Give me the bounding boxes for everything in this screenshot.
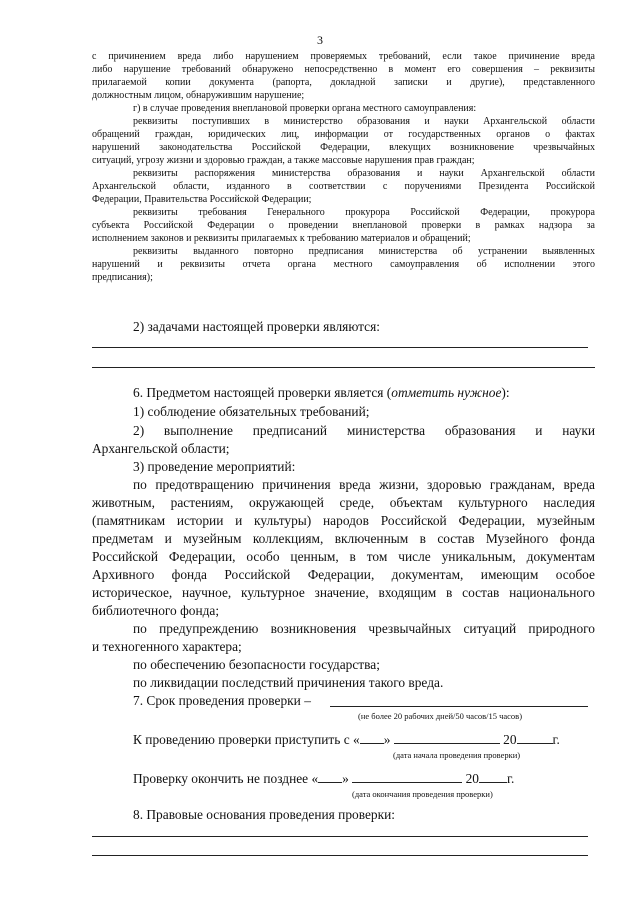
item-g-p4-line-2: нарушений и реквизиты отчета органа местного самоуправления об исполнении этого	[92, 259, 595, 270]
tasks-blank-line-1[interactable]	[92, 347, 588, 348]
section6-item3: 3) проведение мероприятий:	[133, 459, 296, 474]
section7-label: 7. Срок проведения проверки –	[133, 693, 311, 708]
liquidation-item: по ликвидации последствий причинения такого вреда.	[133, 675, 444, 690]
section6-heading: 6. Предметом настоящей проверки является (отметить нужное):	[133, 385, 510, 400]
item-g-title: г) в случае проведения внеплановой проверки органа местного самоуправления:	[133, 103, 477, 114]
start-month-field[interactable]	[394, 731, 500, 744]
harm-line-8: библиотечного фонда;	[92, 603, 220, 618]
start-year-field[interactable]	[517, 731, 553, 744]
end-date-row: Проверку окончить не позднее « » 20 г.	[133, 771, 515, 786]
item-g-p1-line-1: реквизиты поступивших в министерство образования и науки Архангельской области	[133, 116, 595, 127]
item-g-p1-line-4: ситуаций, угрозу жизни и здоровью граждан, а также массовые нарушения прав граждан;	[92, 155, 475, 166]
start-day-field[interactable]	[360, 731, 384, 744]
item-g-p2-line-3: Федерации, Правительства Российской Федерации;	[92, 194, 312, 205]
harm-line-2: животным, растениям, окружающей среде, объектам культурного наследия	[92, 495, 595, 510]
intro-line-2: либо нарушение требований обнаружено непосредственно в момент его совершения – реквизиты	[92, 64, 595, 75]
section6-item2-line-2: Архангельской области;	[92, 441, 230, 456]
item-g-p1-line-3: нарушений законодательства Российской Федерации, влекущих возникновение чрезвычайных	[92, 142, 595, 153]
intro-line-4: должностным лицом, обнаружившим нарушение;	[92, 90, 305, 101]
item-g-p2-line-1: реквизиты распоряжения министерства образования и науки Архангельской области	[133, 168, 595, 179]
harm-line-4: предметам и музейным коллекциям, включенным в состав Музейного фонда	[92, 531, 595, 546]
item-g-p3-line-2: субъекта Российской Федерации о проведении внеплановой проверки в рамках надзора за	[92, 220, 595, 231]
item-g-p4-line-3: предписания);	[92, 272, 153, 283]
start-date-row: К проведению проверки приступить с « » 20 г.	[133, 732, 560, 747]
emergency-line-1: по предупреждению возникновения чрезвычайных ситуаций природного	[133, 621, 595, 636]
item-g-p4-line-1: реквизиты выданного повторно предписания министерства об устранении выявленных	[133, 246, 595, 257]
harm-line-3: (памятникам истории и культуры) народов Российской Федерации, музейным	[92, 513, 595, 528]
harm-line-7: историческое, научное, культурное значение, входящим в состав национального	[92, 585, 595, 600]
term-caption: (не более 20 рабочих дней/50 часов/15 часов)	[358, 711, 523, 721]
legal-basis-blank-line-1[interactable]	[92, 836, 588, 837]
harm-line-5: Российской Федерации, особо ценным, в том числе уникальным, документам	[92, 549, 595, 564]
section6-item1: 1) соблюдение обязательных требований;	[133, 404, 370, 419]
harm-line-1: по предотвращению причинения вреда жизни, здоровью гражданам, вреда	[133, 477, 595, 492]
intro-line-1: с причинением вреда либо нарушением проверяемых требований, если такое причинение вреда	[92, 51, 595, 62]
harm-line-6: Архивного фонда Российской Федерации, документам, имеющим особое	[92, 567, 595, 582]
tasks-blank-line-2[interactable]	[92, 367, 595, 368]
section6-item2-line-1: 2) выполнение предписаний министерства образования и науки	[133, 423, 595, 438]
emergency-line-2: и техногенного характера;	[92, 639, 242, 654]
tasks-label: 2) задачами настоящей проверки являются:	[133, 319, 380, 334]
term-blank-field[interactable]	[330, 706, 588, 707]
item-g-p1-line-2: обращений граждан, юридических лиц, информации от государственных органов о фактах	[92, 129, 595, 140]
page-number: 3	[317, 33, 323, 47]
legal-basis-blank-line-2[interactable]	[92, 855, 588, 856]
security-item: по обеспечению безопасности государства;	[133, 657, 380, 672]
item-g-p3-line-3: исполнением законов и реквизиты прилагаемых к требованию материалов и обращений;	[92, 233, 471, 244]
end-month-field[interactable]	[352, 770, 462, 783]
start-date-caption: (дата начала проведения проверки)	[393, 750, 521, 760]
end-year-field[interactable]	[479, 770, 507, 783]
intro-line-3: прилагаемой копии документа (рапорта, докладной записки и другие), представленного	[92, 77, 595, 88]
end-date-caption: (дата окончания проведения проверки)	[352, 789, 493, 799]
section6-heading-italic: отметить нужное	[391, 385, 502, 400]
item-g-p2-line-2: Архангельской области, изданного в соответствии с поручениями Президента Российской	[92, 181, 595, 192]
section8-label: 8. Правовые основания проведения проверки:	[133, 807, 395, 822]
end-day-field[interactable]	[318, 770, 342, 783]
item-g-p3-line-1: реквизиты требования Генерального прокурора Российской Федерации, прокурора	[133, 207, 595, 218]
